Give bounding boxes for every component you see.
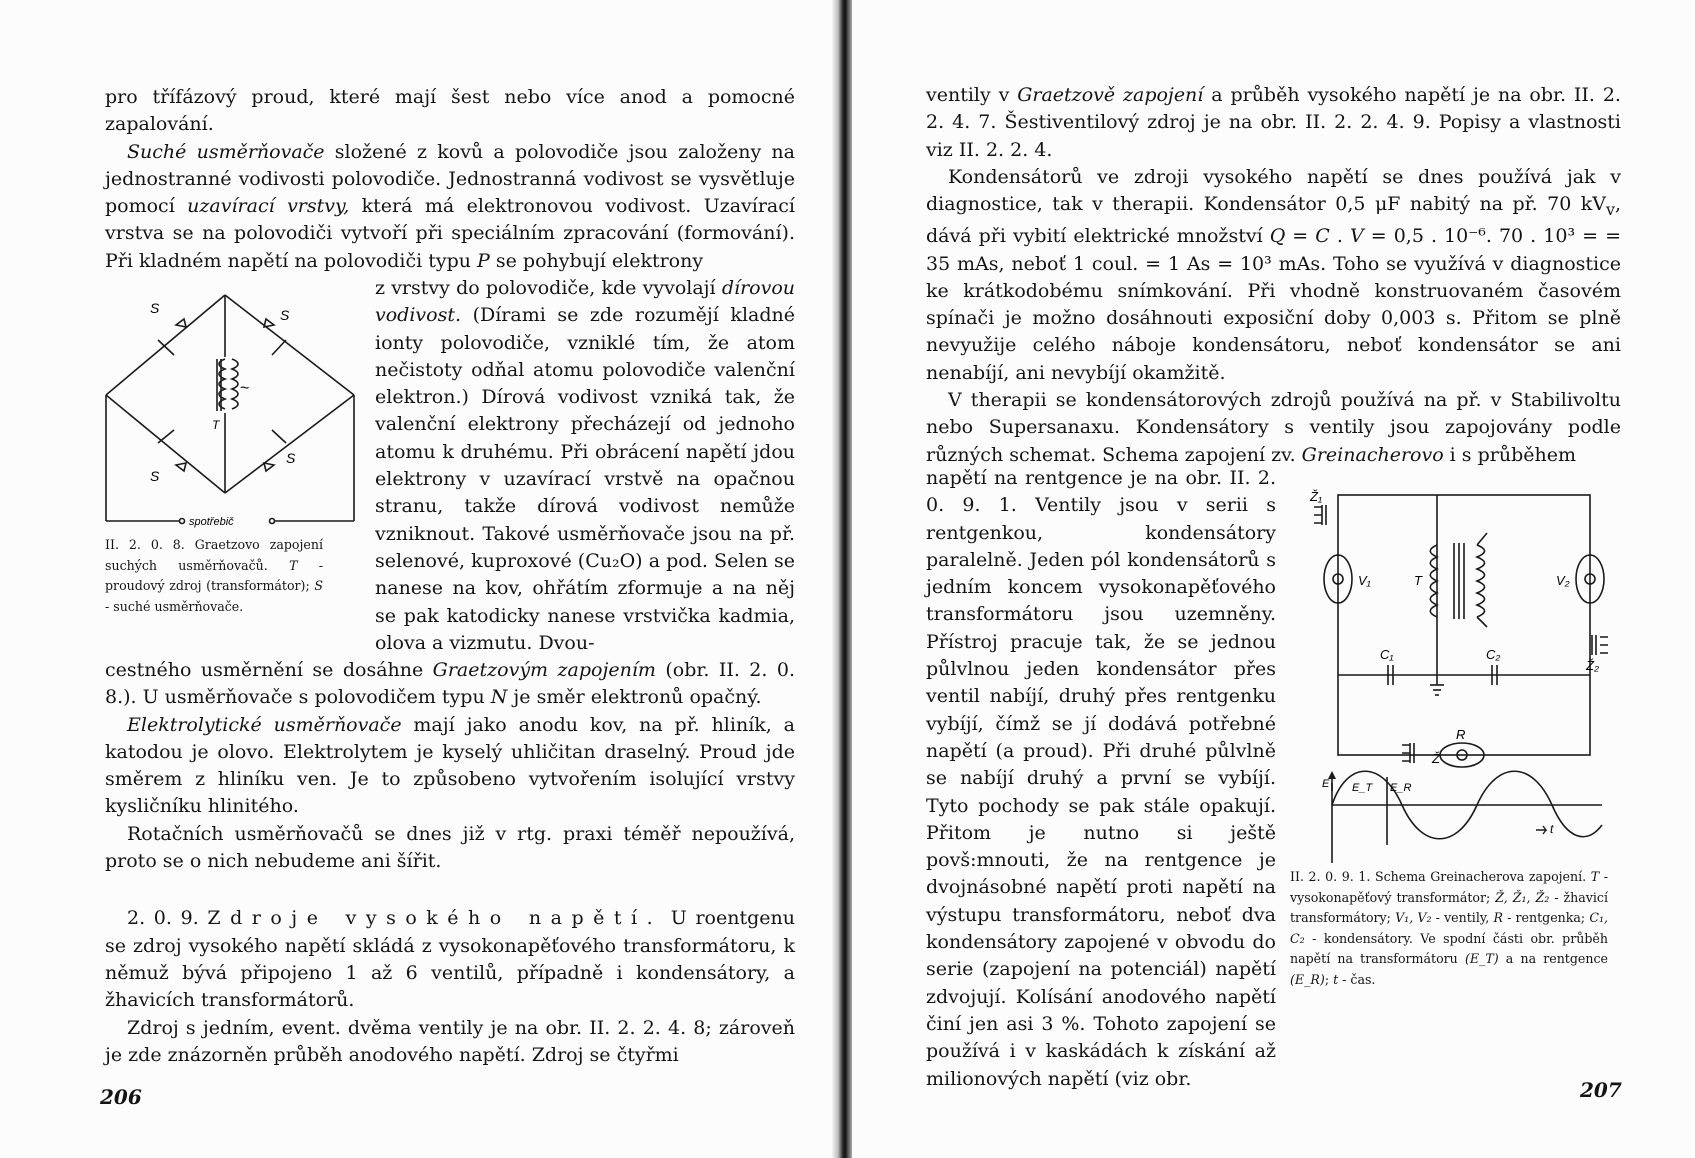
text-span: = [1285,225,1316,248]
symbol: C₁, C₂ [1290,910,1609,946]
paragraph-continued: napětí na rentgence je na obr. II. 2. 0. 9. 1. Ventily jsou v serii s rentgenkou, kondensátory paralelně. Jeden pól kondensátorů s jedním koncem vysokonapěťového transformátoru jsou uzemněny. Přístroj pracuje tak, že se jednou půlvlnou jeden kondensátor přes ventil nabíjí, druhý přes rentgenku vybíjí, čímž se jí dodává potřebné napětí (a proud). Při druhé půlvlně se nabíjí druhý a první se vybíjí. Tyto pochody se pak stále opakují. Přitom je nutno si ještě povš:mnouti, že na rentgence je dvojnásobné napětí proti napětí na výstupu transformátoru, neboť dva kondensátory zapojené v obvodu do serie (zapojení na potenciál) napětí zdvojují. Kolísání anodového napětí činí jen asi 3 %. Tohoto zapojení se používá i v kaskádách k získání až milionových napětí (viz obr. [926,467,1276,1090]
paragraph-continued [105,657,795,712]
text-span: i s průběhem [1443,443,1576,466]
text-span: cestného usměrnění se dosáhne [105,659,433,681]
paragraph: Zdroj s jedním, event. dvěma ventily je na obr. II. 2. 2. 4. 8; zároveň je zde znázorněn průběh anodového napětí. Zdroj se čtyřmi [105,1016,795,1066]
text-span: V therapii se kondensátorových zdrojů používá na př. v Stabilivoltu nebo Supersanaxu. Kondensátory s ventily jsou zapojovány podle různých schemat. Schema zapojení zv. [926,389,1621,466]
label-s-top-right: S [280,307,290,323]
caption-text: - suché usměrňovače. [105,598,244,614]
paragraph-electrolytic [105,712,795,821]
section-high-voltage [105,905,795,1014]
label-r: R [1456,727,1466,742]
caption-text: ; [1324,971,1334,987]
term: Suché usměrňovače [127,140,325,163]
right-text-top [926,82,1621,469]
paragraph-dry-rectifiers [105,139,795,275]
greinacher-circuit-diagram [1292,485,1610,863]
term: Graetzovým zapojením [432,659,656,681]
right-page [852,0,1695,1158]
caption-text: - rentgenka; [1502,910,1590,925]
symbol: V [1349,225,1364,248]
caption-text: - ventily, [1431,910,1494,925]
graetz-caption [105,535,323,617]
caption-text: II. 2. 0. 9. 1. Schema Greinacherova zapojení. [1290,869,1591,884]
label-c2: C₂ [1486,647,1501,662]
page-number: 206 [100,1085,142,1109]
text-span: a průběh vysokého napětí je na obr. II. 2. 2. 4. 7. Šestiventilový zdroj je na obr. II. 2. 2. 4. 9. Popisy a vlastnosti viz II. 2. 2. 4. [926,84,1621,161]
text-span: (Dírami se zde rozumějí kladné ionty polovodiče, vzniklé tím, že atom nečistoty odňal atomu polovodiče valenční elektron.) Dírová vodivost vzniká tak, že valenční elektrony přecházejí od jednoho atomu k druhému. Při obrácení napětí jdou elektrony v uzavírací vrstvě na opačnou stranu, takže dírová vodivost nemůže vzniknout. Takové usměrňovače jsou na př. selenové, kuproxové (Cu₂O) a pod. Selen se nanese na kov, ohřátím zformuje a na něj se pak katodicky nanese vrstvička kadmia, olova a vizmutu. Dvou- [375,304,795,654]
text-span: ventily v [926,84,1018,106]
text-span: . [1329,225,1350,248]
left-page [0,0,838,1158]
label-s-bottom-left: S [150,468,160,484]
label-er: E_R [1390,782,1412,794]
caption-text: - kondensátory. Ve spodní části obr. průběh napětí na transformátoru [1290,930,1608,966]
term: dírovou vodivost. [375,277,795,327]
text-span: se pohybují elektrony [489,249,704,272]
text-span: U roentgenu se zdroj vysokého napětí skládá z vysokonapěťového transformátoru, k němuž bývá připojeno 1 až 6 ventilů, případně i kondensátory, a žhavicích transformátorů. [105,907,795,1012]
symbol: (E_R) [1290,971,1325,987]
symbol: Ž, Ž₁, Ž₂ [1495,889,1550,905]
text-span: mají jako anodu kov, na př. hliník, a katodou je olovo. Elektrolytem je kyselý uhličitan draselný. Proud jde směrem z hliníku ven. Je to způsobeno vytvořením isolující vrstvy kysličníku hlinitého. [105,713,795,818]
label-time: t [1550,822,1554,836]
text-span: = 0,5 . 10⁻⁶. 70 . 10³ = = 35 mAs, neboť 1 coul. = 1 As = 10³ mAs. Toho se využívá v diagnostice ke krátkodobému snímkování. Při vhodně konstruovaném časovém spínači je možno dosáhnouti exposiční doby 0,003 s. Přitom se plně nevyužije celého náboje kondensátoru, neboť kondensátor se ani nenabíjí, ani nevybíjí okamžitě. [926,225,1621,384]
greinacher-caption [1290,867,1608,990]
symbol: T [1590,869,1600,884]
label-z2: Ž₂ [1586,658,1599,673]
caption-text: - proudový zdroj (transformátor); [105,557,324,593]
symbol: R [1493,910,1503,925]
symbol: V₁, V₂ [1395,910,1432,925]
paragraph-therapy [926,387,1621,469]
label-s-top-left: S [150,300,160,316]
left-text-top [105,84,795,275]
text-span: , dává při vybití elektrické množství [926,193,1621,248]
symbol: S [314,578,323,593]
label-v2: V₂ [1556,573,1570,588]
subscript: v [1606,199,1615,219]
symbol: t [1333,971,1339,987]
symbol: C [1315,225,1330,248]
symbol: (E_T) [1464,951,1499,966]
caption-text: II. 2. 0. 8. Graetzovo zapojení suchých usměrňovačů. [105,537,323,573]
label-s-bottom-right: S [286,450,296,466]
right-text-wrap [926,465,1276,1093]
text-span: složené z kovů a polovodiče jsou založeny na jednostranné vodivosti polovodiče. Jednostranná vodivost se vysvětluje pomocí [105,140,795,218]
term: uzavírací vrstvy, [187,195,350,218]
label-z1: Ž₁ [1310,489,1323,504]
paragraph [926,82,1621,164]
page-number: 207 [1580,1078,1622,1102]
term: Elektrolytické usměrňovače [127,713,402,736]
symbol: N [490,686,508,709]
left-text-wrap [375,275,795,657]
label-v1: V₁ [1358,573,1371,588]
paragraph-capacitors [926,164,1621,387]
text-span: (obr. II. 2. 0. 8.). U usměrňovače s polovodičem typu [105,659,795,709]
paragraph-continued [375,275,795,657]
term: Greinacherovo [1301,443,1444,466]
caption-text: - žhavicí transformátory; [1290,889,1608,925]
symbol: P [477,249,490,272]
section-title: Zdroje vysokého napětí. [207,907,663,930]
label-et: E_T [1352,782,1373,794]
label-spotrebic: spotřebič [189,516,234,528]
label-tilde: ~ [240,380,250,397]
text-span: je směr elektronů opačný. [507,686,762,709]
caption-text: - vysokonapěťový transformátor; [1290,869,1609,905]
paragraph-rotary: Rotačních usměrňovačů se dnes již v rtg. praxi téměř nepoužívá, proto se o nich nebudeme ani šířit. [105,822,795,873]
label-z: Ž [1432,751,1440,766]
caption-text: - čas. [1338,971,1376,987]
symbol: Q [1269,225,1286,248]
label-t: T [212,418,220,432]
symbol: T [289,557,298,573]
text-span: Kondensátorů ve zdroji vysokého napětí se dnes používá jak v diagnostice, tak v therapii. Kondensátor 0,5 μF nabitý na př. 70 kV [926,165,1621,216]
left-text-bottom [105,657,795,1069]
graetz-bridge-diagram [100,285,362,535]
text-span: z vrstvy do polovodiče, kde vyvolají [375,277,722,299]
label-t: T [1414,573,1422,588]
text-span: která má elektronovou vodivost. Uzavírací vrstva se na polovodiči vytvoří při speciálním zpracování (formování). Při kladném napětí na polovodiči typu [105,195,795,272]
section-number: 2. 0. 9. [127,907,199,930]
term: Graetzově zapojení [1017,84,1204,106]
label-e: E [1322,778,1330,790]
paragraph: pro třífázový proud, které mají šest nebo více anod a pomocné zapalování. [105,86,795,136]
caption-text: a na rentgence [1498,951,1608,966]
label-c1: C₁ [1380,647,1394,662]
